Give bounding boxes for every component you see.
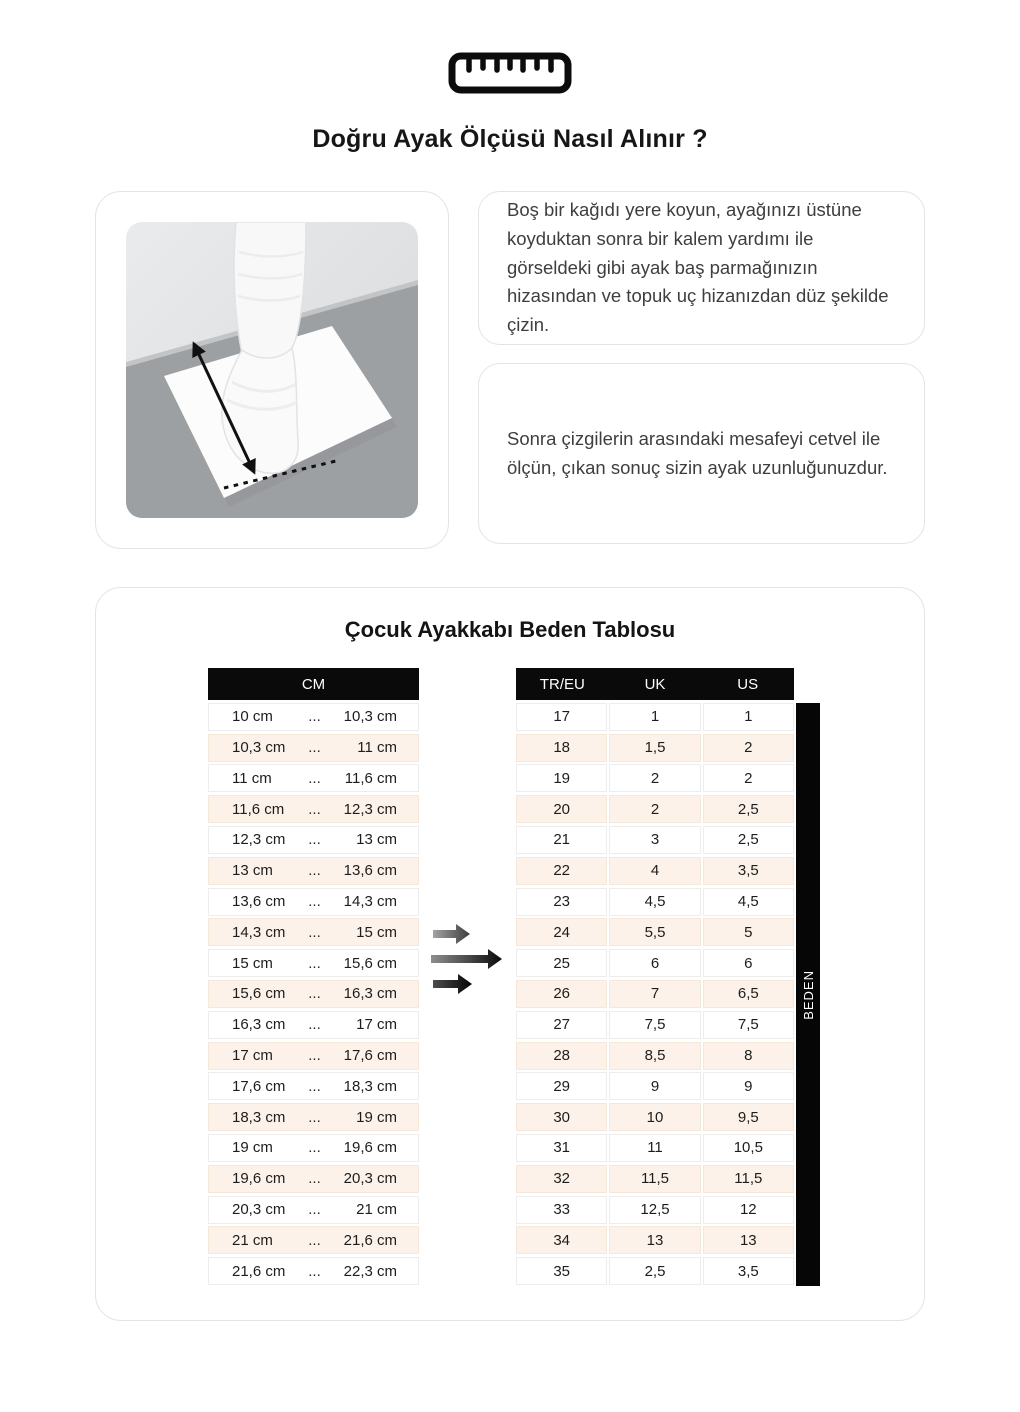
- size-row: [516, 1103, 794, 1131]
- cm-range-max: 15 cm: [356, 923, 397, 941]
- cm-range-row: [208, 949, 419, 977]
- size-us: 8: [703, 1042, 794, 1070]
- size-row: [516, 857, 794, 885]
- size-row: [516, 795, 794, 823]
- size-row: [516, 734, 794, 762]
- cm-range-min: 12,3 cm: [232, 831, 286, 849]
- size-row: [516, 888, 794, 916]
- size-uk: 2: [609, 764, 700, 792]
- size-tr-eu: 25: [516, 949, 607, 977]
- cm-range-min: 15 cm: [232, 954, 273, 972]
- cm-range-row: [208, 888, 419, 916]
- size-tr-eu: 30: [516, 1103, 607, 1131]
- instruction-card-draw: [478, 191, 925, 345]
- cm-range-min: 20,3 cm: [232, 1201, 286, 1219]
- size-us: 2: [703, 764, 794, 792]
- cm-range-min: 19 cm: [232, 1139, 273, 1157]
- size-us: 9,5: [703, 1103, 794, 1131]
- size-tr-eu: 29: [516, 1072, 607, 1100]
- range-separator: ...: [308, 1231, 321, 1249]
- size-row: [516, 703, 794, 731]
- size-uk: 4,5: [609, 888, 700, 916]
- cm-range-row: [208, 1011, 419, 1039]
- size-tr-eu: 35: [516, 1257, 607, 1285]
- size-table-title: Çocuk Ayakkabı Beden Tablosu: [344, 617, 676, 642]
- col-header-tr-eu: TR/EU: [539, 675, 585, 693]
- size-tr-eu: 33: [516, 1196, 607, 1224]
- size-us: 9: [703, 1072, 794, 1100]
- cm-range-min: 17 cm: [232, 1047, 273, 1065]
- size-uk: 11,5: [609, 1165, 700, 1193]
- cm-range-min: 21 cm: [232, 1231, 273, 1249]
- cm-range-row: [208, 1042, 419, 1070]
- cm-range-max: 13,6 cm: [343, 862, 397, 880]
- cm-range-min: 14,3 cm: [232, 923, 286, 941]
- size-guide-page: [95, 52, 925, 1321]
- size-uk: 12,5: [609, 1196, 700, 1224]
- size-row: [516, 1072, 794, 1100]
- size-row: [516, 1226, 794, 1254]
- size-tr-eu: 19: [516, 764, 607, 792]
- size-uk: 13: [609, 1226, 700, 1254]
- size-us: 2,5: [703, 826, 794, 854]
- size-row: [516, 1165, 794, 1193]
- size-row: [516, 980, 794, 1008]
- range-separator: ...: [308, 1047, 321, 1065]
- size-tr-eu: 32: [516, 1165, 607, 1193]
- range-separator: ...: [308, 1201, 321, 1219]
- range-separator: ...: [308, 739, 321, 757]
- cm-range-min: 19,6 cm: [232, 1170, 286, 1188]
- instruction-cards: [478, 191, 925, 549]
- range-separator: ...: [308, 954, 321, 972]
- size-row: [516, 1257, 794, 1285]
- size-uk: 5,5: [609, 918, 700, 946]
- size-tr-eu: 18: [516, 734, 607, 762]
- instruction-card-measure: [478, 363, 925, 544]
- size-us: 6,5: [703, 980, 794, 1008]
- cm-range-row: [208, 1196, 419, 1224]
- size-tr-eu: 23: [516, 888, 607, 916]
- cm-range-max: 18,3 cm: [343, 1077, 397, 1095]
- cm-range-min: 11,6 cm: [232, 800, 285, 818]
- cm-range-min: 13 cm: [232, 862, 273, 880]
- foot-measure-photo-card: [95, 191, 449, 549]
- size-tr-eu: 34: [516, 1226, 607, 1254]
- cm-range-max: 22,3 cm: [343, 1262, 397, 1280]
- cm-range-max: 11,6 cm: [344, 769, 397, 787]
- range-separator: ...: [308, 1262, 321, 1280]
- range-separator: ...: [308, 985, 321, 1003]
- size-us: 1: [703, 703, 794, 731]
- page-title: Doğru Ayak Ölçüsü Nasıl Alınır ?: [312, 125, 708, 153]
- cm-range-max: 10,3 cm: [343, 708, 397, 726]
- size-uk: 8,5: [609, 1042, 700, 1070]
- size-uk: 9: [609, 1072, 700, 1100]
- size-us: 13: [703, 1226, 794, 1254]
- cm-range-max: 20,3 cm: [343, 1170, 397, 1188]
- range-separator: ...: [308, 1170, 321, 1188]
- cm-range-min: 13,6 cm: [232, 893, 286, 911]
- beden-side-label-text: BEDEN: [800, 969, 816, 1020]
- cm-range-min: 10,3 cm: [232, 739, 286, 757]
- instruction-text-measure: Sonra çizgilerin arasındaki mesafeyi cetvel ile ölçün, çıkan sonuç sizin ayak uzunluğunuzdur.: [507, 427, 888, 478]
- size-row: [516, 1134, 794, 1162]
- cm-range-min: 15,6 cm: [232, 985, 286, 1003]
- cm-range-row: [208, 1103, 419, 1131]
- cm-range-max: 12,3 cm: [343, 800, 397, 818]
- size-row: [516, 1196, 794, 1224]
- cm-range-row: [208, 734, 419, 762]
- right-arrows-icon: [431, 924, 505, 994]
- cm-range-min: 10 cm: [232, 708, 273, 726]
- cm-range-max: 19 cm: [356, 1108, 397, 1126]
- cm-range-min: 11 cm: [232, 769, 272, 787]
- size-uk: 7,5: [609, 1011, 700, 1039]
- range-separator: ...: [308, 893, 321, 911]
- range-separator: ...: [308, 1016, 321, 1034]
- cm-range-row: [208, 795, 419, 823]
- size-tr-eu: 20: [516, 795, 607, 823]
- range-separator: ...: [308, 769, 321, 787]
- cm-range-row: [208, 918, 419, 946]
- col-header-us: US: [737, 675, 759, 693]
- col-header-uk: UK: [644, 675, 666, 693]
- cm-range-max: 17,6 cm: [343, 1047, 397, 1065]
- cm-table-header: CM: [208, 668, 419, 700]
- range-separator: ...: [308, 708, 321, 726]
- range-separator: ...: [308, 1077, 321, 1095]
- size-tr-eu: 24: [516, 918, 607, 946]
- size-row: [516, 1042, 794, 1070]
- cm-range-table: [208, 668, 419, 1285]
- size-table-card: [95, 587, 925, 1321]
- foot-on-paper-photo: [126, 222, 418, 518]
- size-tr-eu: 28: [516, 1042, 607, 1070]
- cm-range-max: 16,3 cm: [343, 985, 397, 1003]
- cm-range-max: 21 cm: [356, 1201, 397, 1219]
- size-us: 2,5: [703, 795, 794, 823]
- cm-table-body: [208, 703, 419, 1285]
- size-uk: 3: [609, 826, 700, 854]
- size-uk: 11: [609, 1134, 700, 1162]
- cm-range-row: [208, 703, 419, 731]
- ruler-icon-wrap: [95, 52, 925, 94]
- cm-range-row: [208, 764, 419, 792]
- instruction-text-draw: Boş bir kağıdı yere koyun, ayağınızı üstüne koyduktan sonra bir kalem yardımı ile görseldeki gibi ayak baş parmağınızın hizasından ve topuk uç hizanızdan düz şekilde çizin.: [507, 199, 889, 336]
- size-row: [516, 826, 794, 854]
- size-us: 5: [703, 918, 794, 946]
- size-row: [516, 1011, 794, 1039]
- size-us: 2: [703, 734, 794, 762]
- size-tr-eu: 17: [516, 703, 607, 731]
- size-us: 3,5: [703, 857, 794, 885]
- cm-range-max: 21,6 cm: [343, 1231, 397, 1249]
- cm-range-min: 17,6 cm: [232, 1077, 286, 1095]
- range-separator: ...: [308, 831, 321, 849]
- size-uk: 4: [609, 857, 700, 885]
- size-uk: 7: [609, 980, 700, 1008]
- size-row: [516, 918, 794, 946]
- cm-range-min: 21,6 cm: [232, 1262, 286, 1280]
- cm-range-row: [208, 980, 419, 1008]
- size-uk: 10: [609, 1103, 700, 1131]
- cm-range-row: [208, 1226, 419, 1254]
- size-us: 12: [703, 1196, 794, 1224]
- cm-range-max: 13 cm: [356, 831, 397, 849]
- cm-range-max: 14,3 cm: [343, 893, 397, 911]
- size-row: [516, 949, 794, 977]
- cm-range-max: 17 cm: [356, 1016, 397, 1034]
- cm-range-row: [208, 1165, 419, 1193]
- range-separator: ...: [308, 800, 321, 818]
- cm-range-row: [208, 1134, 419, 1162]
- range-separator: ...: [308, 1139, 321, 1157]
- cm-range-row: [208, 1072, 419, 1100]
- cm-range-min: 16,3 cm: [232, 1016, 286, 1034]
- size-tr-eu: 21: [516, 826, 607, 854]
- size-conversion-table: [516, 668, 794, 1285]
- cm-range-row: [208, 826, 419, 854]
- mapping-arrows-col: [419, 668, 516, 994]
- range-separator: ...: [308, 1108, 321, 1126]
- size-table-header: [516, 668, 794, 700]
- size-uk: 1: [609, 703, 700, 731]
- cm-range-max: 11 cm: [357, 739, 397, 757]
- size-us: 3,5: [703, 1257, 794, 1285]
- howto-section: [95, 191, 925, 549]
- size-us: 7,5: [703, 1011, 794, 1039]
- size-tr-eu: 31: [516, 1134, 607, 1162]
- size-tr-eu: 22: [516, 857, 607, 885]
- size-uk: 6: [609, 949, 700, 977]
- size-us: 11,5: [703, 1165, 794, 1193]
- range-separator: ...: [308, 923, 321, 941]
- size-us: 10,5: [703, 1134, 794, 1162]
- ruler-icon: [448, 52, 572, 94]
- size-row: [516, 764, 794, 792]
- beden-side-label: [796, 703, 820, 1286]
- size-uk: 2,5: [609, 1257, 700, 1285]
- size-tr-eu: 27: [516, 1011, 607, 1039]
- cm-range-max: 19,6 cm: [343, 1139, 397, 1157]
- cm-range-min: 18,3 cm: [232, 1108, 286, 1126]
- size-tables: [96, 668, 924, 1286]
- size-tr-eu: 26: [516, 980, 607, 1008]
- cm-range-max: 15,6 cm: [343, 954, 397, 972]
- range-separator: ...: [308, 862, 321, 880]
- size-uk: 2: [609, 795, 700, 823]
- cm-range-row: [208, 1257, 419, 1285]
- size-uk: 1,5: [609, 734, 700, 762]
- size-table-body: [516, 703, 794, 1285]
- size-us: 6: [703, 949, 794, 977]
- cm-range-row: [208, 857, 419, 885]
- size-us: 4,5: [703, 888, 794, 916]
